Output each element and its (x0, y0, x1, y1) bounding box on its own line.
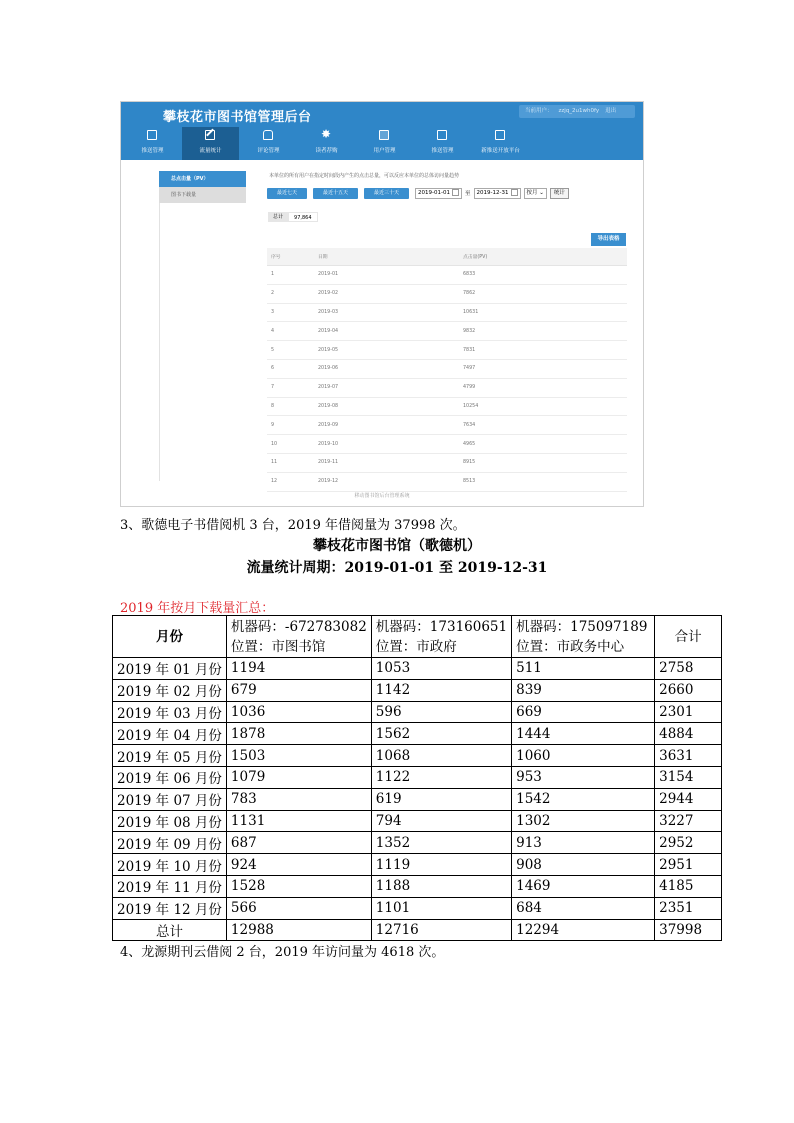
machine-3-cell: 1302 (512, 810, 655, 832)
last-7-days-button[interactable]: 最近七天 (267, 188, 307, 199)
chevron-down-icon: ⌄ (539, 189, 544, 196)
machine-2-cell: 1562 (371, 723, 511, 745)
total-cell: 2952 (655, 832, 722, 854)
pv-date-cell: 2019-06 (314, 359, 459, 378)
date-to-input[interactable] (474, 188, 521, 199)
machine-3-cell: 913 (512, 832, 655, 854)
total-cell: 4884 (655, 723, 722, 745)
machine-3-cell: 12294 (512, 919, 655, 941)
nav-label: 推送管理 (431, 148, 454, 154)
sidebar-divider (159, 171, 160, 481)
pv-table-row (267, 341, 627, 360)
header-total: 合计 (655, 616, 722, 658)
machine-1-cell: 1131 (226, 810, 371, 832)
machine-1-cell: 783 (226, 788, 371, 810)
machine-3-cell: 1444 (512, 723, 655, 745)
admin-footer: 移动图书馆后台管理系统 (354, 493, 410, 499)
nav-item-push[interactable] (124, 127, 181, 160)
total-label: 总计 (268, 212, 288, 222)
total-cell: 2951 (655, 854, 722, 876)
top-nav (124, 127, 530, 160)
square-icon (147, 130, 157, 140)
pv-index-cell: 10 (267, 435, 314, 454)
pv-index-cell: 4 (267, 322, 314, 341)
machine-1-cell: 1194 (226, 658, 371, 680)
table-row (113, 788, 722, 810)
heading-library: 攀枝花市图书馆（歌德机） (313, 538, 481, 554)
machine-1-cell: 1079 (226, 766, 371, 788)
date-from-input[interactable] (415, 188, 462, 199)
admin-screenshot (120, 101, 644, 507)
download-table (112, 615, 722, 941)
pv-index-cell: 8 (267, 397, 314, 416)
pv-table (267, 248, 627, 492)
calendar-icon[interactable] (511, 189, 518, 196)
envelope-icon (263, 130, 273, 140)
nav-item-recommend[interactable] (298, 127, 355, 160)
table-row (113, 658, 722, 680)
square-icon (495, 130, 505, 140)
machine-1-cell: 1503 (226, 745, 371, 767)
nav-label: 推送管理 (141, 148, 164, 154)
pv-date-cell: 2019-08 (314, 397, 459, 416)
total-cell: 2351 (655, 897, 722, 919)
header-machine-2 (371, 616, 511, 658)
admin-header (121, 102, 643, 160)
user-box (519, 105, 635, 118)
nav-label: 新推送开放平台 (481, 148, 520, 154)
col-date: 日期 (314, 248, 459, 266)
machine-2-cell: 1053 (371, 658, 511, 680)
pv-table-header (267, 248, 627, 266)
pv-table-row (267, 472, 627, 491)
machine-1-code: 机器码：-672783082 (230, 618, 367, 635)
logout-link[interactable]: 退出 (605, 108, 617, 114)
month-cell: 2019 年 12 月份 (113, 897, 227, 919)
table-row (113, 723, 722, 745)
pv-date-cell: 2019-01 (314, 266, 459, 285)
pv-value-cell: 8915 (459, 453, 627, 472)
pv-table-row (267, 453, 627, 472)
sidebar (159, 171, 246, 203)
nav-label: 读者荐购 (315, 148, 338, 154)
month-cell: 2019 年 08 月份 (113, 810, 227, 832)
month-cell: 2019 年 07 月份 (113, 788, 227, 810)
pv-value-cell: 4799 (459, 378, 627, 397)
month-cell: 2019 年 01 月份 (113, 658, 227, 680)
total-cell: 2758 (655, 658, 722, 680)
machine-2-cell: 1122 (371, 766, 511, 788)
machine-3-cell: 1542 (512, 788, 655, 810)
download-table-header (113, 616, 722, 658)
nav-item-open-platform[interactable] (472, 127, 529, 160)
total-cell: 37998 (655, 919, 722, 941)
pv-index-cell: 7 (267, 378, 314, 397)
pv-index-cell: 2 (267, 284, 314, 303)
table-row (113, 679, 722, 701)
machine-3-cell: 1060 (512, 745, 655, 767)
pv-value-cell: 7862 (459, 284, 627, 303)
date-to-value: 2019-12-31 (476, 189, 509, 196)
machine-2-cell: 1352 (371, 832, 511, 854)
header-machine-3 (512, 616, 655, 658)
machine-1-cell: 12988 (226, 919, 371, 941)
pv-index-cell: 3 (267, 303, 314, 322)
machine-1-cell: 566 (226, 897, 371, 919)
pv-value-cell: 10254 (459, 397, 627, 416)
pv-value-cell: 10631 (459, 303, 627, 322)
machine-2-cell: 596 (371, 701, 511, 723)
calendar-icon[interactable] (452, 189, 459, 196)
summary-caption: 2019 年按月下载量汇总： (120, 601, 275, 616)
filter-bar (267, 187, 569, 199)
pv-date-cell: 2019-02 (314, 284, 459, 303)
machine-2-location: 位置：市政府 (375, 638, 457, 655)
month-cell: 2019 年 02 月份 (113, 679, 227, 701)
pv-value-cell: 8513 (459, 472, 627, 491)
month-cell: 2019 年 04 月份 (113, 723, 227, 745)
header-month: 月份 (113, 616, 227, 658)
user-label: 当前用户： (525, 108, 553, 114)
machine-2-cell: 1119 (371, 854, 511, 876)
pv-table-row (267, 284, 627, 303)
user-name: zzjq_2u1wh0fy (558, 108, 600, 114)
pv-date-cell: 2019-07 (314, 378, 459, 397)
export-button[interactable]: 导出表格 (591, 233, 626, 246)
pv-date-cell: 2019-12 (314, 472, 459, 491)
total-cell: 2301 (655, 701, 722, 723)
pv-value-cell: 7497 (459, 359, 627, 378)
date-from-value: 2019-01-01 (418, 189, 451, 196)
machine-1-cell: 679 (226, 679, 371, 701)
machine-3-cell: 669 (512, 701, 655, 723)
pv-index-cell: 1 (267, 266, 314, 285)
user-card-icon (379, 130, 389, 140)
month-cell: 2019 年 05 月份 (113, 745, 227, 767)
machine-1-cell: 687 (226, 832, 371, 854)
total-cell: 3227 (655, 810, 722, 832)
pv-date-cell: 2019-09 (314, 416, 459, 435)
heading-period: 流量统计周期：2019-01-01 至 2019-12-31 (246, 560, 548, 576)
pv-table-row (267, 378, 627, 397)
admin-title: 攀枝花市图书馆管理后台 (163, 110, 312, 125)
pv-table-row (267, 416, 627, 435)
nav-item-push-2[interactable] (414, 127, 471, 160)
machine-2-cell: 1142 (371, 679, 511, 701)
edit-icon (205, 130, 215, 140)
machine-2-cell: 1188 (371, 875, 511, 897)
table-row (113, 810, 722, 832)
pv-table-row (267, 435, 627, 454)
machine-1-cell: 1878 (226, 723, 371, 745)
sun-icon (321, 130, 332, 141)
machine-3-cell: 684 (512, 897, 655, 919)
sidebar-item-pv[interactable]: 总点击量（PV） (159, 171, 246, 187)
table-row (113, 745, 722, 767)
sum-row (113, 919, 722, 941)
month-cell: 2019 年 06 月份 (113, 766, 227, 788)
nav-label: 评论管理 (257, 148, 280, 154)
pv-value-cell: 7634 (459, 416, 627, 435)
month-cell: 2019 年 09 月份 (113, 832, 227, 854)
pv-date-cell: 2019-10 (314, 435, 459, 454)
last-30-days-button[interactable]: 最近三十天 (364, 188, 409, 199)
month-cell: 2019 年 03 月份 (113, 701, 227, 723)
pv-index-cell: 12 (267, 472, 314, 491)
total-cell: 4185 (655, 875, 722, 897)
col-pv: 点击量(PV) (459, 248, 627, 266)
table-row (113, 766, 722, 788)
pv-value-cell: 4965 (459, 435, 627, 454)
pv-table-row (267, 303, 627, 322)
sum-label: 总计 (113, 919, 227, 941)
pv-date-cell: 2019-11 (314, 453, 459, 472)
paragraph-3: 3、歌德电子书借阅机 3 台，2019 年借阅量为 37998 次。 (120, 518, 466, 533)
machine-3-cell: 1469 (512, 875, 655, 897)
table-row (113, 701, 722, 723)
pv-index-cell: 11 (267, 453, 314, 472)
machine-2-code: 机器码：173160651 (375, 618, 508, 635)
paragraph-4: 4、龙源期刊云借阅 2 台，2019 年访问量为 4618 次。 (120, 945, 445, 960)
pv-value-cell: 7831 (459, 341, 627, 360)
pv-date-cell: 2019-05 (314, 341, 459, 360)
nav-item-users[interactable] (356, 127, 413, 160)
machine-3-cell: 908 (512, 854, 655, 876)
pv-value-cell: 9832 (459, 322, 627, 341)
pv-table-row (267, 266, 627, 285)
table-row (113, 897, 722, 919)
machine-2-cell: 619 (371, 788, 511, 810)
sidebar-item-downloads[interactable]: 图书下载量 (159, 187, 246, 203)
machine-3-cell: 511 (512, 658, 655, 680)
machine-1-cell: 924 (226, 854, 371, 876)
total-cell: 3154 (655, 766, 722, 788)
pv-date-cell: 2019-03 (314, 303, 459, 322)
machine-2-cell: 794 (371, 810, 511, 832)
square-icon (437, 130, 447, 140)
nav-label: 流量统计 (199, 148, 222, 154)
nav-item-comments[interactable] (240, 127, 297, 160)
machine-2-cell: 1101 (371, 897, 511, 919)
pv-table-row (267, 397, 627, 416)
pv-table-row (267, 322, 627, 341)
machine-2-cell: 1068 (371, 745, 511, 767)
description-text: 本单位的所有用户在指定时间段内产生的点击总量，可以反应本单位的总体访问量趋势 (269, 173, 460, 179)
machine-3-cell: 953 (512, 766, 655, 788)
to-label: 至 (465, 191, 471, 197)
header-machine-1 (226, 616, 371, 658)
machine-2-cell: 12716 (371, 919, 511, 941)
last-15-days-button[interactable]: 最近十五天 (313, 188, 358, 199)
col-index: 序号 (267, 248, 314, 266)
machine-1-cell: 1036 (226, 701, 371, 723)
table-row (113, 875, 722, 897)
table-row (113, 854, 722, 876)
total-cell: 3631 (655, 745, 722, 767)
machine-1-cell: 1528 (226, 875, 371, 897)
pv-table-row (267, 359, 627, 378)
pv-index-cell: 9 (267, 416, 314, 435)
table-row (113, 832, 722, 854)
group-by-value: 按月 (526, 189, 538, 196)
pv-value-cell: 6833 (459, 266, 627, 285)
total-cell: 2660 (655, 679, 722, 701)
pv-index-cell: 6 (267, 359, 314, 378)
total-value: 97,864 (288, 212, 318, 222)
machine-3-cell: 839 (512, 679, 655, 701)
machine-3-location: 位置：市政务中心 (516, 638, 625, 655)
month-cell: 2019 年 10 月份 (113, 854, 227, 876)
machine-3-code: 机器码：175097189 (516, 618, 648, 635)
total-summary (268, 212, 318, 222)
nav-label: 用户管理 (373, 148, 396, 154)
pv-date-cell: 2019-04 (314, 322, 459, 341)
total-cell: 2944 (655, 788, 722, 810)
stat-button[interactable]: 统计 (550, 188, 569, 199)
nav-item-traffic[interactable] (182, 127, 239, 160)
machine-1-location: 位置：市图书馆 (230, 638, 326, 655)
pv-index-cell: 5 (267, 341, 314, 360)
group-by-select[interactable] (524, 188, 547, 199)
month-cell: 2019 年 11 月份 (113, 875, 227, 897)
